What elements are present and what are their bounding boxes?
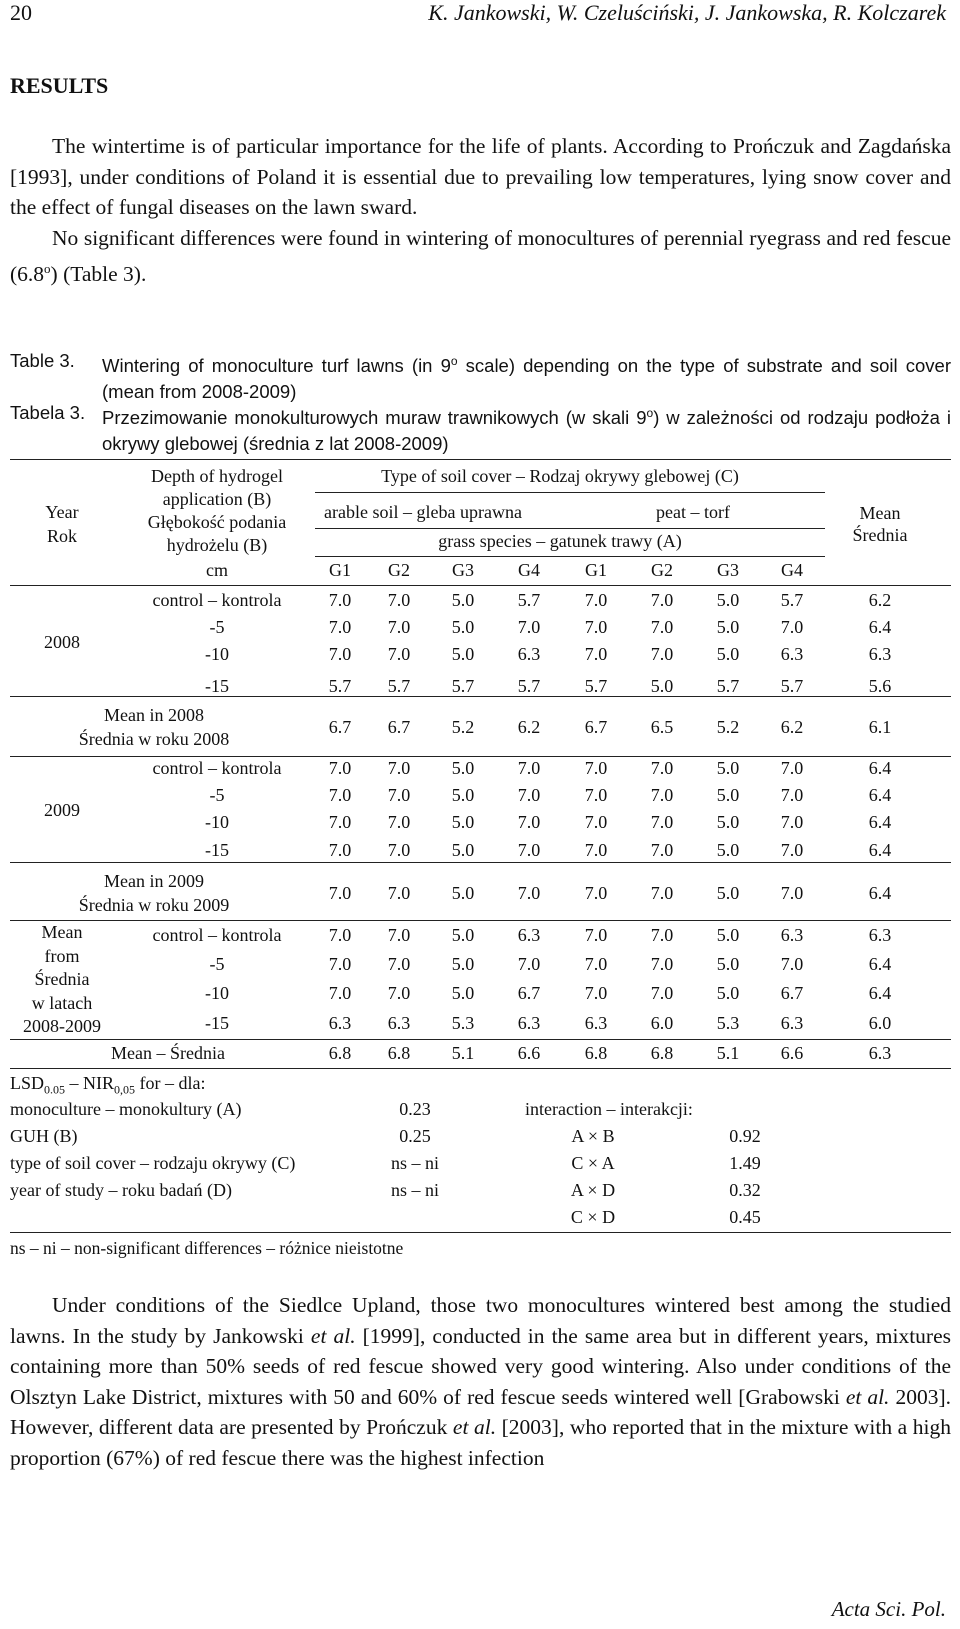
table-cell-mean: 7.0 <box>780 883 804 903</box>
table-caption-en <box>10 348 951 403</box>
table-cell: 5.0 <box>451 644 475 664</box>
table-cell-mean: 6.7 <box>584 717 608 737</box>
caption-en-part-b: scale) depending on the type of substrate and soil cover (mean from 2008-2009) <box>102 355 951 403</box>
table-rule <box>10 920 951 921</box>
table-cell: 7.0 <box>517 954 541 974</box>
table-cell: 7.0 <box>650 644 674 664</box>
table-rule <box>315 492 825 493</box>
row-year-mean-label-pl: Średnia w roku 2009 <box>78 895 230 915</box>
row-depth-label: control – kontrola <box>152 590 282 610</box>
row-year-mean-label: Mean in 2008 <box>104 705 204 725</box>
table-cell: 7.0 <box>517 785 541 805</box>
table-cell: 7.0 <box>780 812 804 832</box>
table-cell: 5.6 <box>868 676 892 696</box>
col-header-year-pl: Rok <box>46 526 78 546</box>
row-overall-label: w latach <box>31 992 93 1013</box>
col-header-g: G4 <box>781 560 803 580</box>
table-cell: 7.0 <box>584 785 608 805</box>
table-cell: 6.7 <box>780 983 804 1003</box>
paragraph-3-text: Under conditions of the Siedlce Upland, those two monocultures wintered best among the studied lawns. In the study by Jankowski <box>10 1293 951 1348</box>
row-year-label: 2008 <box>44 632 80 652</box>
table-rule <box>10 1039 951 1040</box>
paragraph-1-text: The wintertime is of particular importance for the life of plants. According to Prończuk and Zagdańska [1993], under conditions of Poland it is essential due to prevailing low temperatures, lying snow cover and the effect of fungal diseases on the lawn sward. <box>10 134 951 219</box>
table-cell: 5.0 <box>716 758 740 778</box>
lsd-factor-label: monoculture – monokultury (A) <box>10 1099 242 1119</box>
citation-et-al: et al. <box>845 1384 890 1409</box>
table-rule <box>10 585 951 586</box>
table-cell: 7.0 <box>780 954 804 974</box>
table-cell: 7.0 <box>780 840 804 860</box>
lsd-for: for – dla: <box>135 1073 206 1093</box>
table-cell: 6.0 <box>650 1013 674 1033</box>
table-cell: 5.0 <box>716 617 740 637</box>
col-header-g: G2 <box>651 560 673 580</box>
table-caption-en-text <box>102 348 951 405</box>
table-cell-grand-mean: 6.6 <box>780 1043 804 1063</box>
table-cell: 7.0 <box>584 983 608 1003</box>
table-cell: 6.3 <box>517 644 541 664</box>
running-header <box>10 0 946 30</box>
caption-pl-sup: o <box>646 406 654 420</box>
row-overall-label: Średnia <box>34 969 90 989</box>
table-cell: 6.3 <box>780 925 804 945</box>
table-cell: 5.7 <box>780 590 804 610</box>
col-header-depth-line: hydrożelu (B) <box>166 535 268 555</box>
table-cell-mean: 6.5 <box>650 717 674 737</box>
col-header-g: G4 <box>518 560 540 580</box>
table-cell-mean: 6.2 <box>780 717 804 737</box>
table-cell: 6.3 <box>517 925 541 945</box>
table-rule <box>10 1232 951 1233</box>
table-cell: 6.2 <box>868 590 892 610</box>
table-cell: 7.0 <box>780 617 804 637</box>
table-cell: 7.0 <box>328 617 352 637</box>
table-cell: 7.0 <box>387 644 411 664</box>
table-cell: 5.0 <box>451 812 475 832</box>
paragraph-2-text-b: ) (Table 3). <box>50 261 147 286</box>
table-cell: 7.0 <box>387 590 411 610</box>
table-cell-grand-mean: 6.8 <box>584 1043 608 1063</box>
table-cell: 7.0 <box>517 812 541 832</box>
row-depth-label: control – kontrola <box>152 758 282 778</box>
col-header-year-en: Year <box>45 502 79 522</box>
table-cell: 7.0 <box>387 983 411 1003</box>
paragraph-1 <box>10 131 951 223</box>
table-cell: 7.0 <box>387 758 411 778</box>
lsd-sub: 0.05 <box>44 1082 66 1097</box>
table-cell: 7.0 <box>387 925 411 945</box>
table-cell: 5.0 <box>451 925 475 945</box>
table-cell: 7.0 <box>650 925 674 945</box>
table-cell-grand-mean: 6.3 <box>868 1043 892 1063</box>
col-header-mean-en: Mean <box>859 503 901 523</box>
col-header-mean-pl: Średnia <box>852 525 908 545</box>
table-cell: 6.4 <box>868 617 892 637</box>
table-cell: 5.7 <box>780 676 804 696</box>
table-cell: 7.0 <box>328 644 352 664</box>
table-cell: 6.3 <box>868 925 892 945</box>
table-cell: 7.0 <box>517 840 541 860</box>
table-cell-grand-mean: 6.8 <box>387 1043 411 1063</box>
caption-en-sup: o <box>450 354 458 368</box>
row-overall-label: 2008-2009 <box>23 1016 101 1036</box>
table-cell: 5.7 <box>328 676 352 696</box>
lsd-interaction-label: A × D <box>570 1180 616 1200</box>
table-cell: 7.0 <box>650 812 674 832</box>
paragraph-3-text: [2003], who reported that in the mixture with a high proportion (67%) of red fescue there was the highest infection <box>10 1415 951 1470</box>
table-cell: 7.0 <box>328 785 352 805</box>
row-year-label: 2009 <box>44 800 80 820</box>
table-cell: 6.4 <box>868 785 892 805</box>
table-cell: 5.7 <box>451 676 475 696</box>
table-caption-pl-text <box>102 400 951 457</box>
col-header-depth-unit: cm <box>206 560 228 580</box>
col-header-depth-line: Depth of hydrogel <box>151 466 283 486</box>
table-cell: 7.0 <box>650 840 674 860</box>
table-cell: 7.0 <box>387 840 411 860</box>
col-header-soil-cover: Type of soil cover – Rodzaj okrywy glebowej (C) <box>381 466 739 486</box>
table-cell: 7.0 <box>584 590 608 610</box>
table-cell: 7.0 <box>328 812 352 832</box>
row-depth-label: -15 <box>205 676 229 696</box>
lsd-factor-value: 0.25 <box>399 1126 431 1146</box>
lsd-heading <box>10 1073 206 1098</box>
table-rule <box>10 756 951 757</box>
row-year-mean-label: Mean in 2009 <box>104 871 204 891</box>
row-depth-label: control – kontrola <box>152 925 282 945</box>
table-cell: 7.0 <box>328 954 352 974</box>
table-rule <box>315 556 825 557</box>
col-header-peat: peat – torf <box>656 502 730 522</box>
table-cell: 6.0 <box>868 1013 892 1033</box>
paragraph-2-text-a: No significant differences were found in wintering of monocultures of perennial ryegrass and red fescue (6.8 <box>10 226 951 286</box>
table-cell: 7.0 <box>328 925 352 945</box>
table-cell: 7.0 <box>328 758 352 778</box>
row-depth-label: -10 <box>205 812 229 832</box>
table-rule <box>10 1068 951 1069</box>
lsd-interaction-value: 1.49 <box>729 1153 761 1173</box>
results-table <box>10 466 951 1260</box>
lsd-factor-label: year of study – roku badań (D) <box>10 1180 232 1200</box>
lsd-factor-label: type of soil cover – rodzaju okrywy (C) <box>10 1153 296 1173</box>
running-header-authors: K. Jankowski, W. Czeluściński, J. Jankowska, R. Kolczarek <box>428 0 946 25</box>
caption-pl-part-a: Przezimowanie monokulturowych muraw trawnikowych (w skali 9 <box>102 407 647 429</box>
table-cell: 7.0 <box>328 590 352 610</box>
table-cell: 7.0 <box>780 758 804 778</box>
table-cell-mean: 7.0 <box>584 883 608 903</box>
table-cell: 7.0 <box>584 617 608 637</box>
table-cell: 7.0 <box>584 925 608 945</box>
lsd-interaction-title: interaction – interakcji: <box>525 1099 693 1119</box>
table-cell: 5.3 <box>716 1013 740 1033</box>
table-cell-mean: 5.2 <box>451 717 475 737</box>
table-cell: 5.0 <box>451 758 475 778</box>
row-grand-mean-label: Mean – Średnia <box>111 1043 225 1063</box>
paragraph-3 <box>10 1290 951 1473</box>
lsd-interaction-label: C × A <box>571 1153 615 1173</box>
table-cell: 5.0 <box>451 785 475 805</box>
caption-en-part-a: Wintering of monoculture turf lawns (in 9 <box>102 355 451 377</box>
lsd-interaction-label: A × B <box>571 1126 615 1146</box>
table-cell: 5.0 <box>716 954 740 974</box>
row-depth-label: -15 <box>205 1013 229 1033</box>
nir-label: – NIR <box>65 1073 115 1093</box>
table-footnote: ns – ni – non-significant differences – różnice nieistotne <box>10 1238 404 1258</box>
col-header-g: G3 <box>452 560 474 580</box>
table-cell: 7.0 <box>517 758 541 778</box>
lsd-factor-value: ns – ni <box>390 1153 440 1173</box>
paragraph-2 <box>10 223 951 289</box>
journal-footer: Acta Sci. Pol. <box>831 1597 946 1621</box>
table-cell-grand-mean: 5.1 <box>451 1043 475 1063</box>
col-header-g: G2 <box>388 560 410 580</box>
row-year-mean-label-pl: Średnia w roku 2008 <box>78 729 230 749</box>
table-cell: 5.3 <box>451 1013 475 1033</box>
table-cell-mean: 7.0 <box>650 883 674 903</box>
table-cell-mean: 7.0 <box>387 883 411 903</box>
lsd-interaction-label: C × D <box>570 1207 616 1227</box>
lsd-factor-value: 0.23 <box>399 1099 431 1119</box>
table-rule <box>10 696 951 697</box>
table-cell: 7.0 <box>387 954 411 974</box>
col-header-arable: arable soil – gleba uprawna <box>324 502 522 522</box>
table-cell: 6.4 <box>868 954 892 974</box>
table-cell: 7.0 <box>780 785 804 805</box>
table-cell: 5.0 <box>451 954 475 974</box>
table-rule <box>315 528 825 529</box>
table-cell: 7.0 <box>584 644 608 664</box>
citation-et-al: et al. <box>310 1323 356 1348</box>
table-cell: 5.7 <box>387 676 411 696</box>
table-cell: 5.0 <box>716 785 740 805</box>
table-cell: 7.0 <box>517 617 541 637</box>
table-cell: 6.3 <box>328 1013 352 1033</box>
table-cell: 7.0 <box>584 812 608 832</box>
table-cell: 5.0 <box>716 840 740 860</box>
table-rule <box>10 862 951 863</box>
table-cell-mean: 6.7 <box>328 717 352 737</box>
table-cell: 7.0 <box>328 840 352 860</box>
table-cell: 7.0 <box>650 983 674 1003</box>
table-cell: 5.7 <box>584 676 608 696</box>
table-cell: 7.0 <box>650 954 674 974</box>
table-cell: 7.0 <box>650 617 674 637</box>
table-cell: 6.3 <box>387 1013 411 1033</box>
page-number: 20 <box>10 0 32 25</box>
nir-sub: 0,05 <box>114 1082 136 1097</box>
table-cell-grand-mean: 6.8 <box>650 1043 674 1063</box>
table-cell-grand-mean: 6.8 <box>328 1043 352 1063</box>
table-cell-mean: 5.2 <box>716 717 740 737</box>
table-cell: 6.4 <box>868 812 892 832</box>
table-cell-mean: 5.0 <box>716 883 740 903</box>
lsd-interaction-value: 0.32 <box>729 1180 761 1200</box>
row-depth-label: -5 <box>209 954 225 974</box>
table-cell-mean: 7.0 <box>328 883 352 903</box>
lsd-factor-label: GUH (B) <box>10 1126 78 1146</box>
table-cell: 6.3 <box>517 1013 541 1033</box>
table-caption-pl-label: Tabela 3. <box>10 402 86 423</box>
table-cell: 6.4 <box>868 840 892 860</box>
table-rule <box>10 459 951 460</box>
table-cell: 7.0 <box>387 785 411 805</box>
lsd-factor-value: ns – ni <box>390 1180 440 1200</box>
table-cell: 5.7 <box>716 676 740 696</box>
row-depth-label: -5 <box>209 785 225 805</box>
table-cell: 6.4 <box>868 758 892 778</box>
table-cell: 6.3 <box>584 1013 608 1033</box>
table-cell: 7.0 <box>387 812 411 832</box>
table-caption-en-label: Table 3. <box>10 350 75 371</box>
table-cell-grand-mean: 6.6 <box>517 1043 541 1063</box>
table-cell: 5.0 <box>716 644 740 664</box>
table-cell-mean: 6.7 <box>387 717 411 737</box>
table-cell: 7.0 <box>650 590 674 610</box>
table-cell: 7.0 <box>584 840 608 860</box>
table-cell: 7.0 <box>328 983 352 1003</box>
table-cell: 6.3 <box>780 1013 804 1033</box>
table-cell: 7.0 <box>650 758 674 778</box>
table-cell: 5.0 <box>716 983 740 1003</box>
table-cell: 5.7 <box>517 590 541 610</box>
table-cell: 6.4 <box>868 983 892 1003</box>
table-cell: 5.0 <box>716 590 740 610</box>
col-header-g: G1 <box>329 560 351 580</box>
table-cell: 7.0 <box>584 954 608 974</box>
row-overall-label: from <box>44 945 80 966</box>
degree-superscript: o <box>44 260 51 276</box>
table-cell-mean: 6.1 <box>868 717 892 737</box>
paragraph-3-text: [1999], conducted in the same area but in different years, mixtures containing more than 50% seeds of red fescue showed very good wintering. Also under conditions of the Olsztyn Lake District, mixtures with 50 and 60% of red fescue seeds wintered well [Grabowski <box>10 1323 952 1409</box>
table-cell: 6.3 <box>780 644 804 664</box>
row-overall-label: Mean <box>41 922 83 942</box>
col-header-depth-line: Głębokość podania <box>147 512 287 532</box>
table-cell: 6.7 <box>517 983 541 1003</box>
table-cell: 7.0 <box>584 758 608 778</box>
table-cell: 5.0 <box>716 925 740 945</box>
caption-pl-part-b: ) w zależności od rodzaju podłoża i okrywy glebowej (średnia z lat 2008-2009) <box>102 407 951 455</box>
table-cell: 5.0 <box>451 590 475 610</box>
col-header-depth-line: application (B) <box>162 489 272 509</box>
section-heading: RESULTS <box>10 73 109 98</box>
row-depth-label: -10 <box>205 983 229 1003</box>
table-cell: 5.0 <box>451 617 475 637</box>
row-depth-label: -10 <box>205 644 229 664</box>
table-cell-grand-mean: 5.1 <box>716 1043 740 1063</box>
table-cell: 5.0 <box>451 840 475 860</box>
table-cell-mean: 7.0 <box>517 883 541 903</box>
table-cell: 7.0 <box>387 617 411 637</box>
table-caption-pl <box>10 400 951 455</box>
lsd-label: LSD <box>10 1073 45 1093</box>
paragraph-3-text: 2003]. However, different data are presented by Prończuk <box>10 1384 951 1439</box>
table-cell-mean: 5.0 <box>451 883 475 903</box>
table-cell-mean: 6.4 <box>868 883 892 903</box>
table-cell: 5.0 <box>716 812 740 832</box>
row-depth-label: -15 <box>205 840 229 860</box>
table-cell: 6.3 <box>868 644 892 664</box>
table-cell: 5.0 <box>650 676 674 696</box>
lsd-interaction-value: 0.92 <box>729 1126 761 1146</box>
citation-et-al: et al. <box>452 1415 497 1439</box>
col-header-g: G3 <box>717 560 739 580</box>
lsd-interaction-value: 0.45 <box>729 1207 761 1227</box>
table-cell: 5.0 <box>451 983 475 1003</box>
table-cell-mean: 6.2 <box>517 717 541 737</box>
table-cell: 5.7 <box>517 676 541 696</box>
col-header-grass: grass species – gatunek trawy (A) <box>438 531 682 551</box>
table-cell: 7.0 <box>650 785 674 805</box>
col-header-g: G1 <box>585 560 607 580</box>
row-depth-label: -5 <box>209 617 225 637</box>
